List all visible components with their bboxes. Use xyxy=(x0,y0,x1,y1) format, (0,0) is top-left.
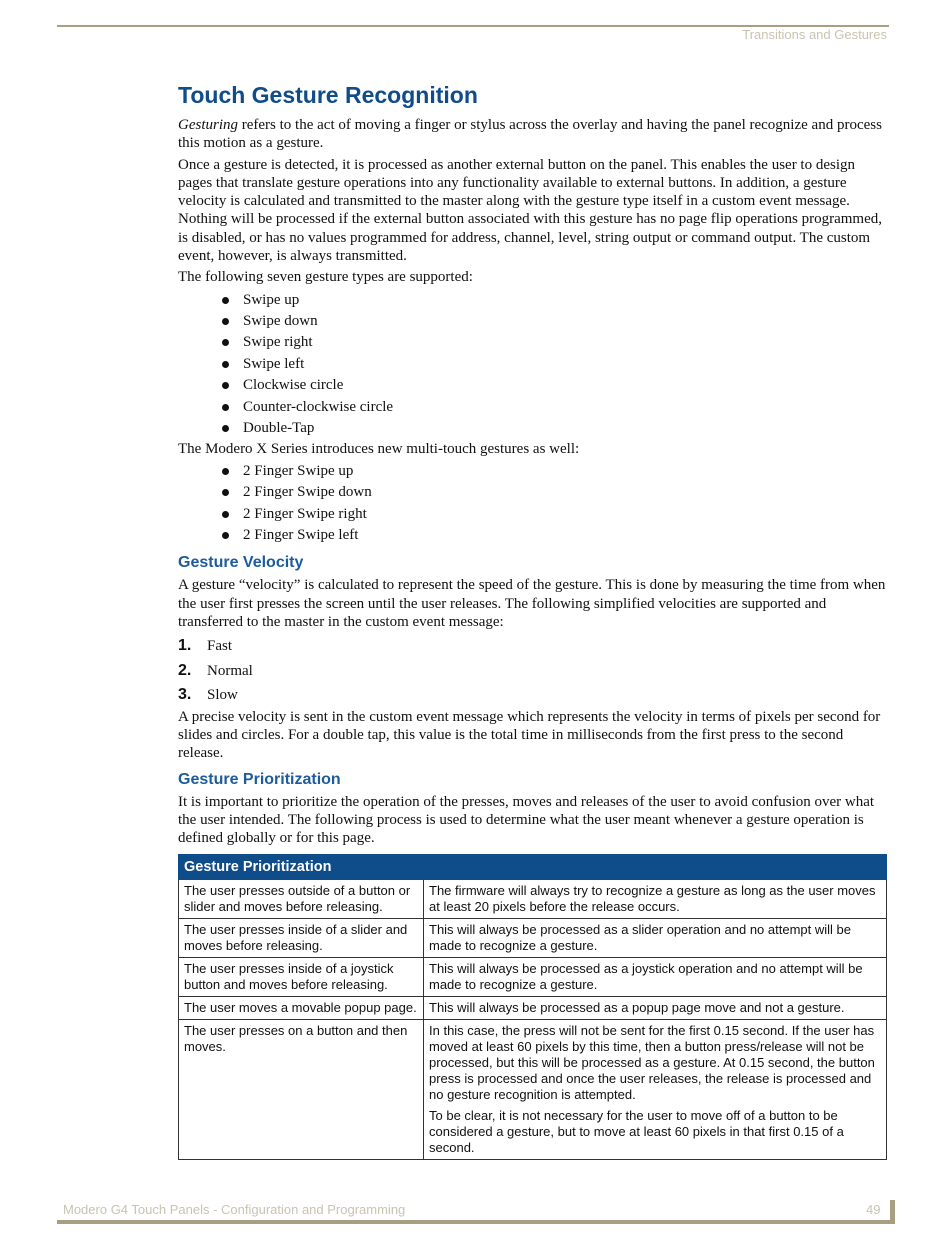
list-item xyxy=(222,375,888,396)
table-cell-action: The user presses inside of a slider and moves before releasing. xyxy=(179,918,424,957)
gesture-types-intro: The following seven gesture types are supported: xyxy=(178,269,473,286)
multitouch-list xyxy=(178,461,888,547)
list-item-text: 2 Finger Swipe down xyxy=(243,484,372,501)
velocity-paragraph: A gesture “velocity” is calculated to represent the speed of the gesture. This is done by measuring the time from when the user first presses the screen until the user releases. The following simplified velocities are supported and transferred to the master in the custom event message: xyxy=(178,577,886,631)
list-item xyxy=(222,482,888,503)
list-item-text: Swipe right xyxy=(243,334,313,351)
list-item-text: Swipe down xyxy=(243,313,318,330)
list-item xyxy=(222,418,888,439)
list-item xyxy=(222,354,888,375)
list-item xyxy=(222,311,888,332)
page-content xyxy=(178,80,888,1160)
table-cell-action: The user presses outside of a button or slider and moves before releasing. xyxy=(179,879,424,918)
intro-text: refers to the act of moving a finger or stylus across the overlay and having the panel recognize and process this motion as a gesture. xyxy=(178,117,882,152)
prioritization-heading: Gesture Prioritization xyxy=(178,770,341,788)
gesture-detection-paragraph: Once a gesture is detected, it is processed as another external button on the panel. This enables the user to design pages that translate gesture operations into any functionality available to external buttons. In addition, a gesture velocity is calculated and transmitted to the master along with the gesture type itself in a custom event message. Nothing will be processed if the external button associated with this gesture has no page flip operations programmed, is disabled, or has no values programmed for address, channel, level, string output or command output. The custom event, however, is always transmitted. xyxy=(178,156,882,265)
list-item-text: Swipe left xyxy=(243,355,305,372)
result-paragraph: In this case, the press will not be sent for the first 0.15 second. If the user has moved at least 60 pixels by this time, then a button press/release will not be processed, but this will be processed as a gesture. At 0.15 second, the button press is processed and once the user releases, the release is processed and no gesture recognition is attempted. xyxy=(429,1022,875,1102)
list-item xyxy=(222,397,888,418)
velocity-item xyxy=(178,634,888,659)
velocity-number: 2. xyxy=(178,661,192,679)
bullet-icon xyxy=(222,339,229,346)
prioritization-paragraph: It is important to prioritize the operation of the presses, moves and releases of the user to avoid confusion over what the user intended. The following process is used to determine what the user meant whenever a gesture operation is defined globally or for this page. xyxy=(178,793,875,847)
list-item-text: Counter-clockwise circle xyxy=(243,398,394,415)
result-paragraph: To be clear, it is not necessary for the user to move off of a button to be considered a gesture, but to move at least 60 pixels in that first 0.15 of a second. xyxy=(429,1107,844,1155)
velocity-heading: Gesture Velocity xyxy=(178,554,304,572)
list-item-text: Clockwise circle xyxy=(243,377,344,394)
footer-rule xyxy=(57,1220,895,1224)
page-number: 49 xyxy=(866,1202,881,1217)
list-item-text: 2 Finger Swipe left xyxy=(243,527,359,544)
table-row xyxy=(179,996,887,1019)
velocity-list xyxy=(178,634,888,708)
intro-paragraph xyxy=(178,116,888,153)
result-paragraph: The firmware will always try to recognize a gesture as long as the user moves at least 20 pixels before the release occurs. xyxy=(429,882,876,914)
intro-term: Gesturing xyxy=(178,117,238,133)
result-paragraph: This will always be processed as a popup page move and not a gesture. xyxy=(429,999,845,1015)
list-item-text: 2 Finger Swipe up xyxy=(243,462,354,479)
velocity-label: Fast xyxy=(207,638,233,655)
velocity-item xyxy=(178,683,888,708)
precise-velocity-paragraph: A precise velocity is sent in the custom event message which represents the velocity in terms of pixels per second for slides and circles. For a double tap, this value is the total time in milliseconds from the first press to the second release. xyxy=(178,708,881,762)
table-cell-action: The user presses inside of a joystick button and moves before releasing. xyxy=(179,957,424,996)
list-item xyxy=(222,332,888,353)
table-row xyxy=(179,879,887,918)
table-cell-result xyxy=(424,1019,887,1159)
bullet-icon xyxy=(222,361,229,368)
table-cell-result xyxy=(424,918,887,957)
result-paragraph: This will always be processed as a slider operation and no attempt will be made to recognize a gesture. xyxy=(429,921,851,953)
table-header: Gesture Prioritization xyxy=(179,854,887,879)
gesture-types-list xyxy=(178,290,888,440)
bullet-icon xyxy=(222,425,229,432)
list-item-text: Swipe up xyxy=(243,291,300,308)
table-cell-result xyxy=(424,957,887,996)
table-cell-result xyxy=(424,996,887,1019)
bullet-icon xyxy=(222,382,229,389)
velocity-label: Slow xyxy=(207,687,238,704)
table-cell-action: The user moves a movable popup page. xyxy=(179,996,424,1019)
prioritization-table xyxy=(178,854,887,1160)
table-cell-action: The user presses on a button and then moves. xyxy=(179,1019,424,1159)
footer-rule-corner xyxy=(890,1200,895,1224)
table-row xyxy=(179,1019,887,1159)
list-item xyxy=(222,461,888,482)
table-cell-result xyxy=(424,879,887,918)
section-title: Touch Gesture Recognition xyxy=(178,82,478,108)
bullet-icon xyxy=(222,297,229,304)
velocity-number: 1. xyxy=(178,637,192,655)
list-item xyxy=(222,525,888,546)
table-row xyxy=(179,918,887,957)
list-item xyxy=(222,290,888,311)
list-item xyxy=(222,504,888,525)
result-paragraph: This will always be processed as a joystick operation and no attempt will be made to recognize a gesture. xyxy=(429,960,863,992)
list-item-text: 2 Finger Swipe right xyxy=(243,505,367,522)
velocity-label: Normal xyxy=(207,662,253,679)
bullet-icon xyxy=(222,404,229,411)
footer-doc-title: Modero G4 Touch Panels - Configuration and Programming xyxy=(63,1202,406,1217)
bullet-icon xyxy=(222,318,229,325)
velocity-item xyxy=(178,659,888,684)
bullet-icon xyxy=(222,511,229,518)
velocity-number: 3. xyxy=(178,686,192,704)
table-row xyxy=(179,957,887,996)
multitouch-intro: The Modero X Series introduces new multi-touch gestures as well: xyxy=(178,440,580,457)
bullet-icon xyxy=(222,532,229,539)
running-header: Transitions and Gestures xyxy=(742,27,887,42)
bullet-icon xyxy=(222,489,229,496)
bullet-icon xyxy=(222,468,229,475)
list-item-text: Double-Tap xyxy=(243,420,315,437)
